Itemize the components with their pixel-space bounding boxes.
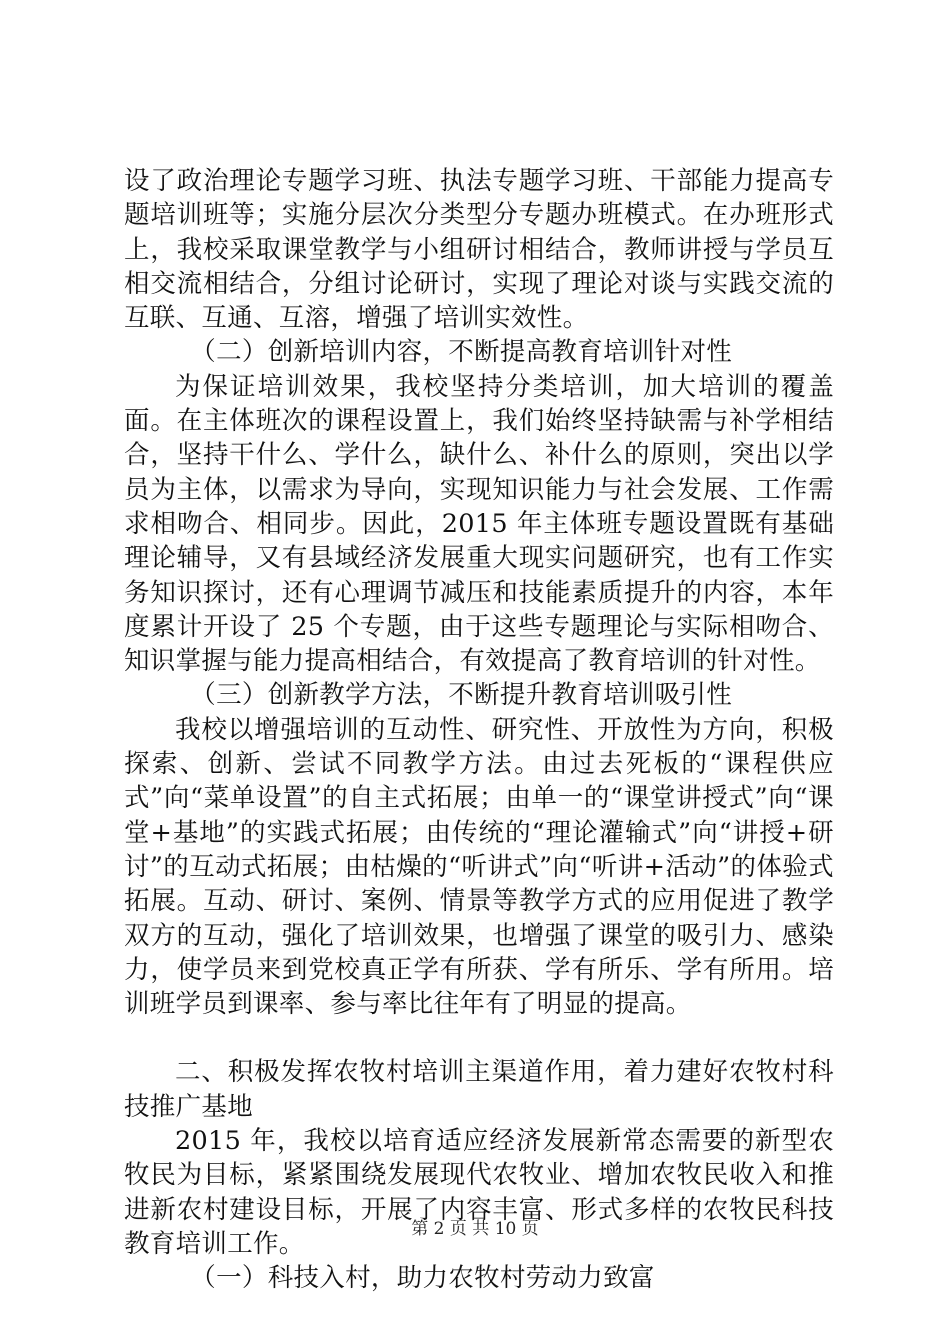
- section-heading-1: （一）科技入村，助力农牧村劳动力致富: [190, 1263, 655, 1294]
- paragraph-continuation: 设了政治理论专题学习班、执法专题学习班、干部能力提高专题培训班等；实施分层次分类型分专题办班模式。在办班形式上，我校采取课堂教学与小组研讨相结合，教师讲授与学员互相交流相结合，分组讨论研讨，实现了理论对谈与实践交流的互联、互通、互溶，增强了培训实效性。: [124, 166, 834, 334]
- document-body: [124, 164, 834, 1296]
- paragraph-teaching-methods: 我校以增强培训的互动性、研究性、开放性为方向，积极探索、创新、尝试不同教学方法。由过去死板的“课程供应式”向“菜单设置”的自主式拓展；由单一的“课堂讲授式”向“课堂+基地”的实践式拓展；由传统的“理论灌输式”向“讲授+研讨”的互动式拓展；由枯燥的“听讲式”向“听讲+活动”的体验式拓展。互动、研讨、案例、情景等教学方式的应用促进了教学双方的互动，强化了培训效果，也增强了课堂的吸引力、感染力，使学员来到党校真正学有所获、学有所乐、学有所用。培训班学员到课率、参与率比往年有了明显的提高。: [124, 714, 834, 1020]
- chapter-heading-2: 二、积极发挥农牧村培训主渠道作用，着力建好农牧村科技推广基地: [124, 1057, 834, 1122]
- paragraph-training-content: 为保证培训效果，我校坚持分类培训，加大培训的覆盖面。在主体班次的课程设置上，我们始终坚持缺需与补学相结合，坚持干什么、学什么，缺什么、补什么的原则，突出以学员为主体，以需求为导向，实现知识能力与社会发展、工作需求相吻合、相同步。因此，2015 年主体班专题设置既有基础理论辅导，又有县域经济发展重大现实问题研究，也有工作实务知识探讨，还有心理调节减压和技能素质提升的内容，本年度累计开设了 25 个专题，由于这些专题理论与实际相吻合、知识掌握与能力提高相结合，有效提高了教育培训的针对性。: [124, 371, 834, 677]
- section-heading-3: （三）创新教学方法，不断提升教育培训吸引性: [190, 680, 733, 711]
- section-heading-2: （二）创新培训内容，不断提高教育培训针对性: [190, 337, 733, 368]
- paragraph-farmer-training: 2015 年，我校以培育适应经济发展新常态需要的新型农牧民为目标，紧紧围绕发展现代农牧业、增加农牧民收入和推进新农村建设目标，开展了内容丰富、形式多样的农牧民科技教育培训工作。: [124, 1126, 834, 1259]
- paragraph-gap: [124, 1021, 834, 1055]
- page-footer: 第 2 页 共 10 页: [411, 1219, 539, 1239]
